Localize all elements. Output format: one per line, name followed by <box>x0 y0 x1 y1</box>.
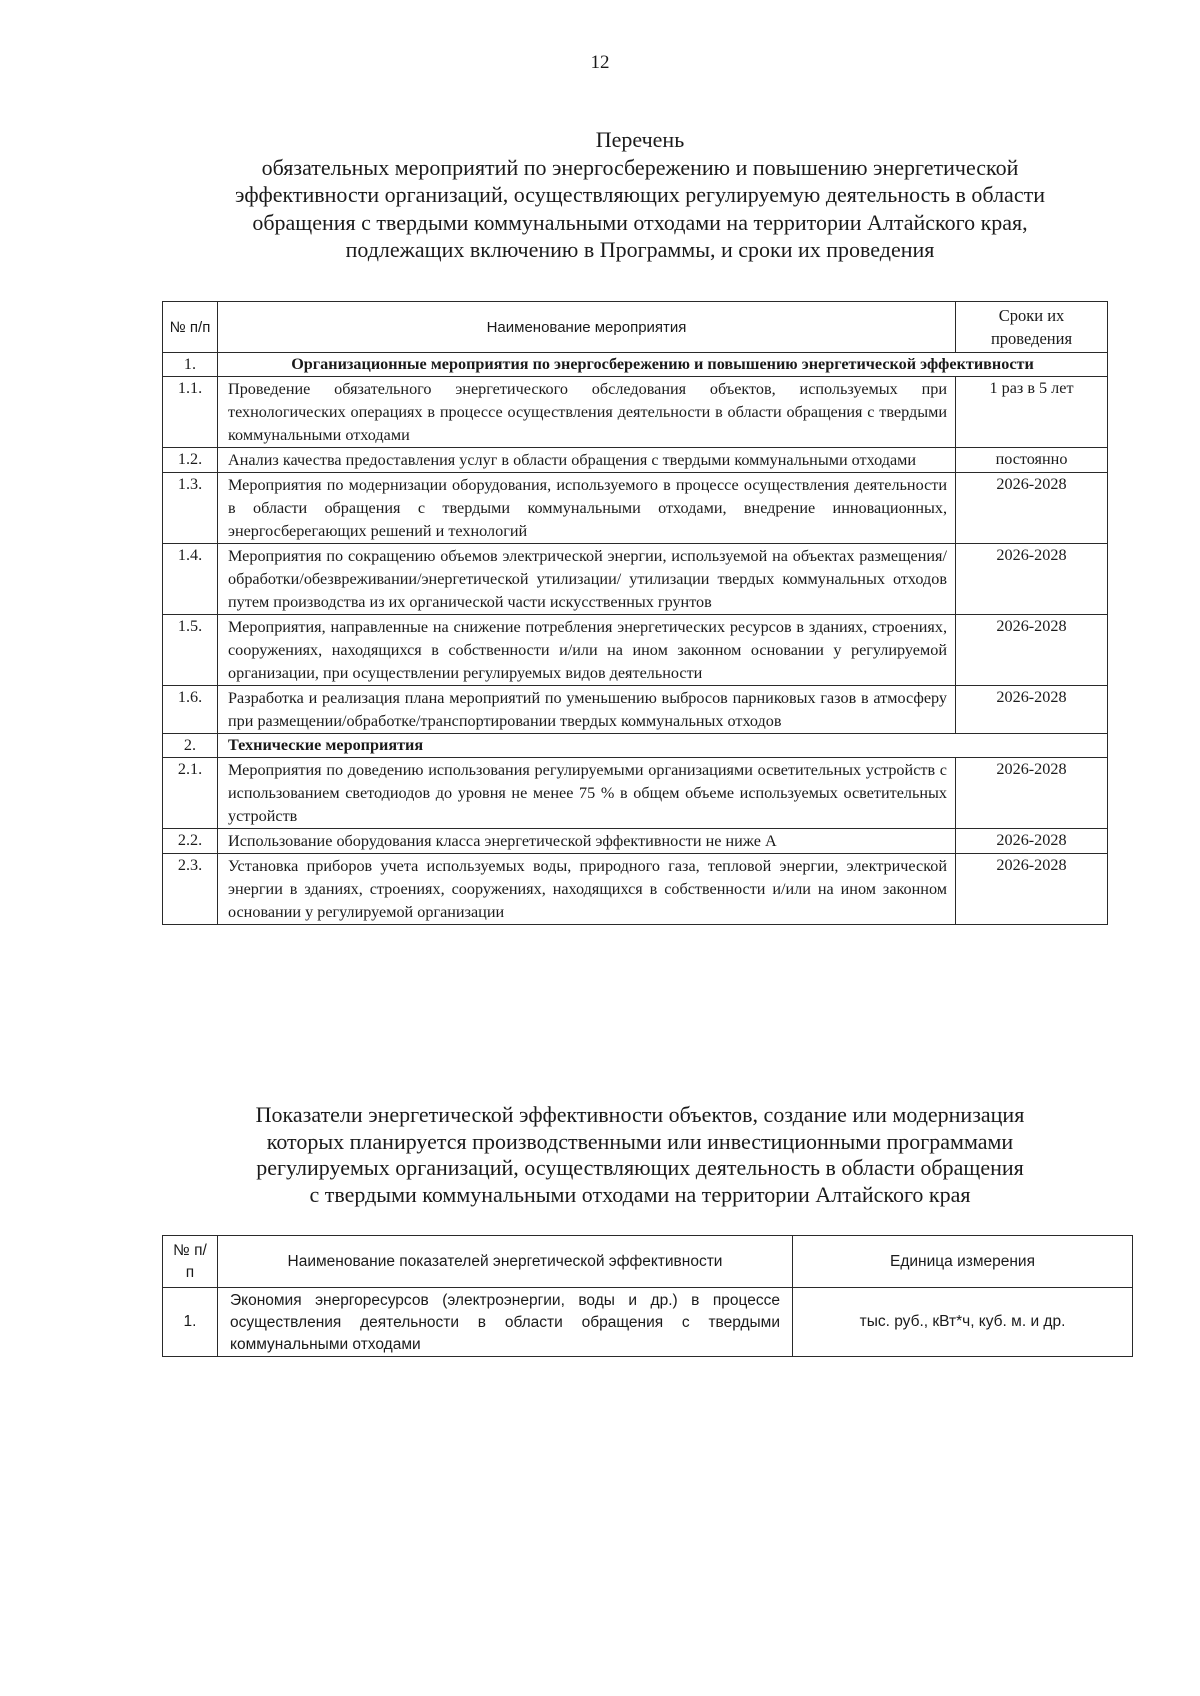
list-title-line: эффективности организаций, осуществляющих регулируемую деятельность в области <box>235 182 1045 207</box>
row-number: 1.1. <box>163 377 218 448</box>
list-title-line: обращения с твердыми коммунальными отходами на территории Алтайского края, <box>252 209 1028 235</box>
measure-name: Мероприятия по сокращению объемов электрической энергии, используемой на объектах размещения/обработки/обезвреживании/энергетической утилизации/ утилизации твердых коммунальных отходов путем производства из их органической части искусственных грунтов <box>218 544 956 615</box>
row-number: 2.1. <box>163 758 218 829</box>
header-num: № п/п <box>163 1236 218 1288</box>
list-title-line: Перечень <box>595 127 685 152</box>
measure-term: 2026-2028 <box>956 758 1108 829</box>
measure-term: 2026-2028 <box>956 829 1108 854</box>
measure-term: 2026-2028 <box>956 544 1108 615</box>
header-name: Наименование мероприятия <box>218 302 956 353</box>
measure-name: Мероприятия по доведению использования регулируемыми организациями осветительных устройств с использованием светодиодов до уровня не менее 75 % в общем объеме используемых осветительных устройств <box>218 758 956 829</box>
indicators-title <box>150 1102 1130 1208</box>
measure-term: 2026-2028 <box>956 473 1108 544</box>
indicators-title-line: Показатели энергетической эффективности объектов, создание или модернизация <box>255 1102 1025 1127</box>
measure-term: 2026-2028 <box>956 686 1108 734</box>
table-header-row <box>163 302 1108 353</box>
measure-term: 2026-2028 <box>956 854 1108 925</box>
row-number: 1.4. <box>163 544 218 615</box>
table-row <box>163 758 1108 829</box>
indicator-name: Экономия энергоресурсов (электроэнергии, воды и др.) в процессе осуществления деятельности в области обращения с твердыми коммунальными отходами <box>218 1288 793 1357</box>
measure-name: Использование оборудования класса энергетической эффективности не ниже А <box>218 829 956 854</box>
table-row <box>163 544 1108 615</box>
table-header-row <box>163 1236 1133 1288</box>
measure-name: Мероприятия, направленные на снижение потребления энергетических ресурсов в зданиях, строениях, сооружениях, находящихся в собственности и/или на ином законном основании у регулируемой организации, при осуществлении регулируемых видов деятельности <box>218 615 956 686</box>
measure-name: Проведение обязательного энергетического обследования объектов, используемых при технологических операциях в процессе осуществления деятельности в области обращения с твердыми коммунальными отходами <box>218 377 956 448</box>
list-title-line: подлежащих включению в Программы, и сроки их проведения <box>345 237 935 262</box>
indicators-table-body <box>163 1288 1133 1357</box>
table-row <box>163 448 1108 473</box>
header-name: Наименование показателей энергетической эффективности <box>218 1236 793 1288</box>
table-row <box>163 473 1108 544</box>
measure-term: 1 раз в 5 лет <box>956 377 1108 448</box>
indicators-title-line: которых планируется производственными или инвестиционными программами <box>266 1128 1014 1154</box>
row-number: 1. <box>163 1288 218 1357</box>
indicators-title-line: регулируемых организаций, осуществляющих деятельность в области обращения <box>256 1155 1024 1180</box>
table-row <box>163 854 1108 925</box>
measure-name: Установка приборов учета используемых воды, природного газа, тепловой энергии, электрической энергии в зданиях, строениях, сооружениях, находящихся в собственности и/или на ином законном основании у регулируемой организации <box>218 854 956 925</box>
table-row <box>163 377 1108 448</box>
list-title-line: обязательных мероприятий по энергосбережению и повышению энергетической <box>261 154 1019 180</box>
row-number: 2. <box>163 734 218 758</box>
indicator-unit: тыс. руб., кВт*ч, куб. м. и др. <box>793 1288 1133 1357</box>
row-number: 1.6. <box>163 686 218 734</box>
measure-term: постоянно <box>956 448 1108 473</box>
measure-name: Мероприятия по модернизации оборудования, используемого в процессе осуществления деятельности в области обращения с твердыми коммунальными отходами, внедрение инновационных, энергосберегающих решений и технологий <box>218 473 956 544</box>
page-number: 12 <box>590 52 610 73</box>
header-num: № п/п <box>163 302 218 353</box>
row-number: 1.3. <box>163 473 218 544</box>
indicators-table <box>162 1235 1133 1357</box>
measure-name: Анализ качества предоставления услуг в области обращения с твердыми коммунальными отходами <box>218 448 956 473</box>
table-row <box>163 686 1108 734</box>
row-number: 1.5. <box>163 615 218 686</box>
indicators-title-line: с твердыми коммунальными отходами на территории Алтайского края <box>309 1181 971 1207</box>
measures-table <box>162 301 1108 925</box>
section-row <box>163 353 1108 377</box>
header-unit: Единица измерения <box>793 1236 1133 1288</box>
measure-name: Разработка и реализация плана мероприятий по уменьшению выбросов парниковых газов в атмосферу при размещении/обработке/транспортировании твердых коммунальных отходов <box>218 686 956 734</box>
table-row <box>163 615 1108 686</box>
row-number: 1. <box>163 353 218 377</box>
row-number: 1.2. <box>163 448 218 473</box>
section-title: Организационные мероприятия по энергосбережению и повышению энергетической эффективности <box>218 353 1108 377</box>
section-row <box>163 734 1108 758</box>
measures-table-body <box>163 353 1108 925</box>
row-number: 2.3. <box>163 854 218 925</box>
row-number: 2.2. <box>163 829 218 854</box>
list-title <box>150 126 1130 264</box>
section-title: Технические мероприятия <box>218 734 1108 758</box>
measure-term: 2026-2028 <box>956 615 1108 686</box>
table-row <box>163 1288 1133 1357</box>
header-term: Сроки их проведения <box>956 302 1108 353</box>
table-row <box>163 829 1108 854</box>
